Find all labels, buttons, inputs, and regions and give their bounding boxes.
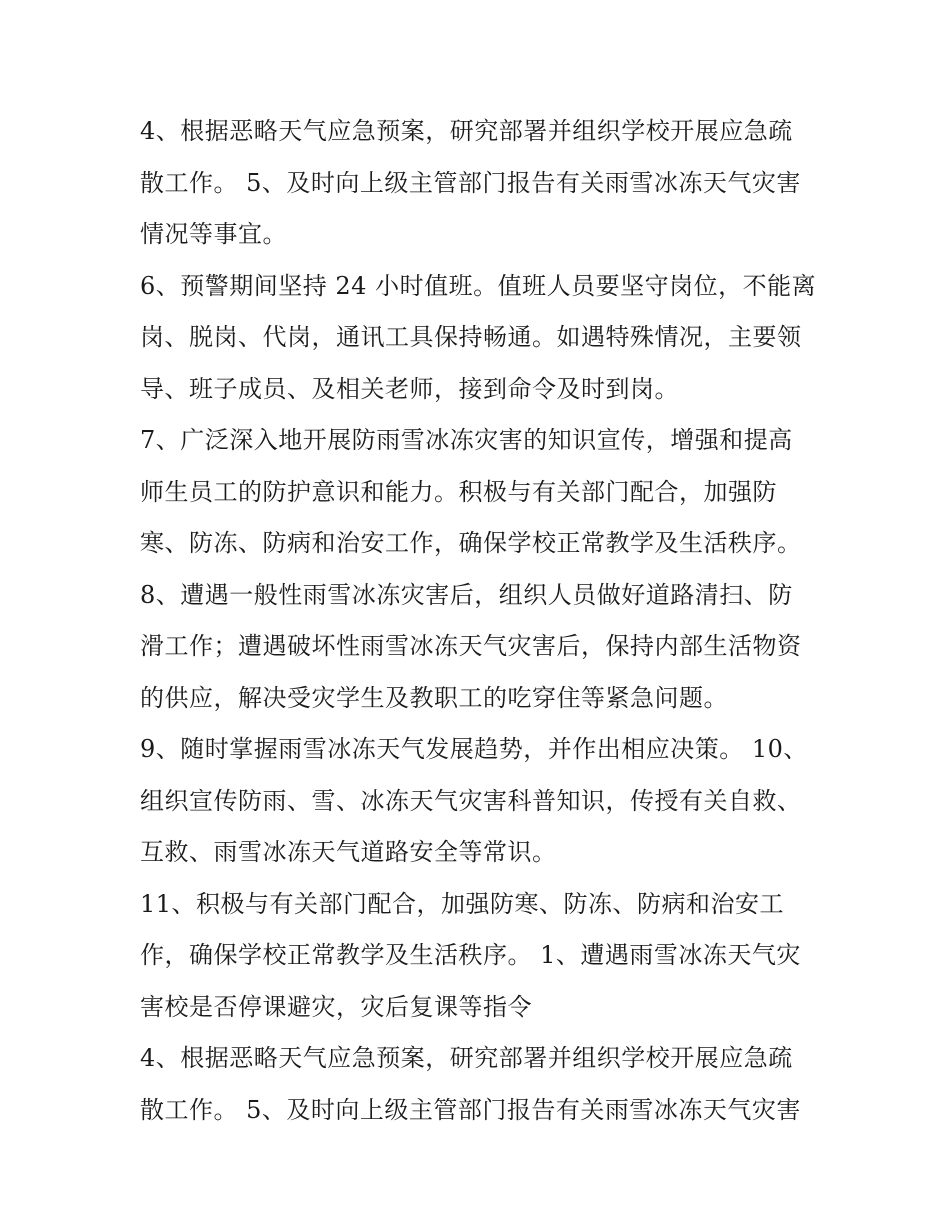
text-line-3: 情况等事宜。	[140, 220, 287, 248]
text-line-8: 师生员工的防护意识和能力。积极与有关部门配合，加强防	[140, 477, 777, 506]
text-line-18: 害校是否停课避灾，灾后复课等指令	[140, 992, 532, 1021]
text-line-11: 滑工作；遭遇破坏性雨雪冰冻天气灾害后，保持内部生活物资	[140, 632, 802, 660]
text-line-5: 岗、脱岗、代岗，通讯工具保持畅通。如遇特殊情况，主要领	[140, 323, 802, 351]
text-line-17: 作，确保学校正常教学及生活秩序。 1、遭遇雨雪冰冻天气灾	[140, 941, 801, 969]
document-body	[140, 106, 820, 1136]
text-line-2: 散工作。 5、及时向上级主管部门报告有关雨雪冰冻天气灾害	[140, 168, 801, 197]
text-line-14: 组织宣传防雨、雪、冰冻天气灾害科普知识，传授有关自救、	[140, 786, 802, 815]
text-line-20: 散工作。 5、及时向上级主管部门报告有关雨雪冰冻天气灾害	[140, 1095, 801, 1124]
text-line-13: 9、随时掌握雨雪冰冻天气发展趋势，并作出相应决策。 10、	[140, 735, 808, 763]
text-line-16: 11、积极与有关部门配合，加强防寒、防冻、防病和治安工	[140, 889, 785, 918]
text-line-4: 6、预警期间坚持 24 小时值班。值班人员要坚守岗位，不能离	[140, 271, 817, 300]
text-line-7: 7、广泛深入地开展防雨雪冰冻灾害的知识宣传，增强和提高	[140, 426, 793, 454]
text-line-12: 的供应，解决受灾学生及教职工的吃穿住等紧急问题。	[140, 683, 728, 712]
text-line-15: 互救、雨雪冰冻天气道路安全等常识。	[140, 838, 557, 866]
text-line-1: 4、根据恶略天气应急预案，研究部署并组织学校开展应急疏	[140, 117, 793, 145]
text-line-10: 8、遭遇一般性雨雪冰冻灾害后，组织人员做好道路清扫、防	[140, 580, 793, 609]
text-line-9: 寒、防冻、防病和治安工作，确保学校正常教学及生活秩序。	[140, 529, 802, 557]
text-line-19: 4、根据恶略天气应急预案，研究部署并组织学校开展应急疏	[140, 1044, 793, 1072]
text-line-6: 导、班子成员、及相关老师，接到命令及时到岗。	[140, 374, 679, 403]
